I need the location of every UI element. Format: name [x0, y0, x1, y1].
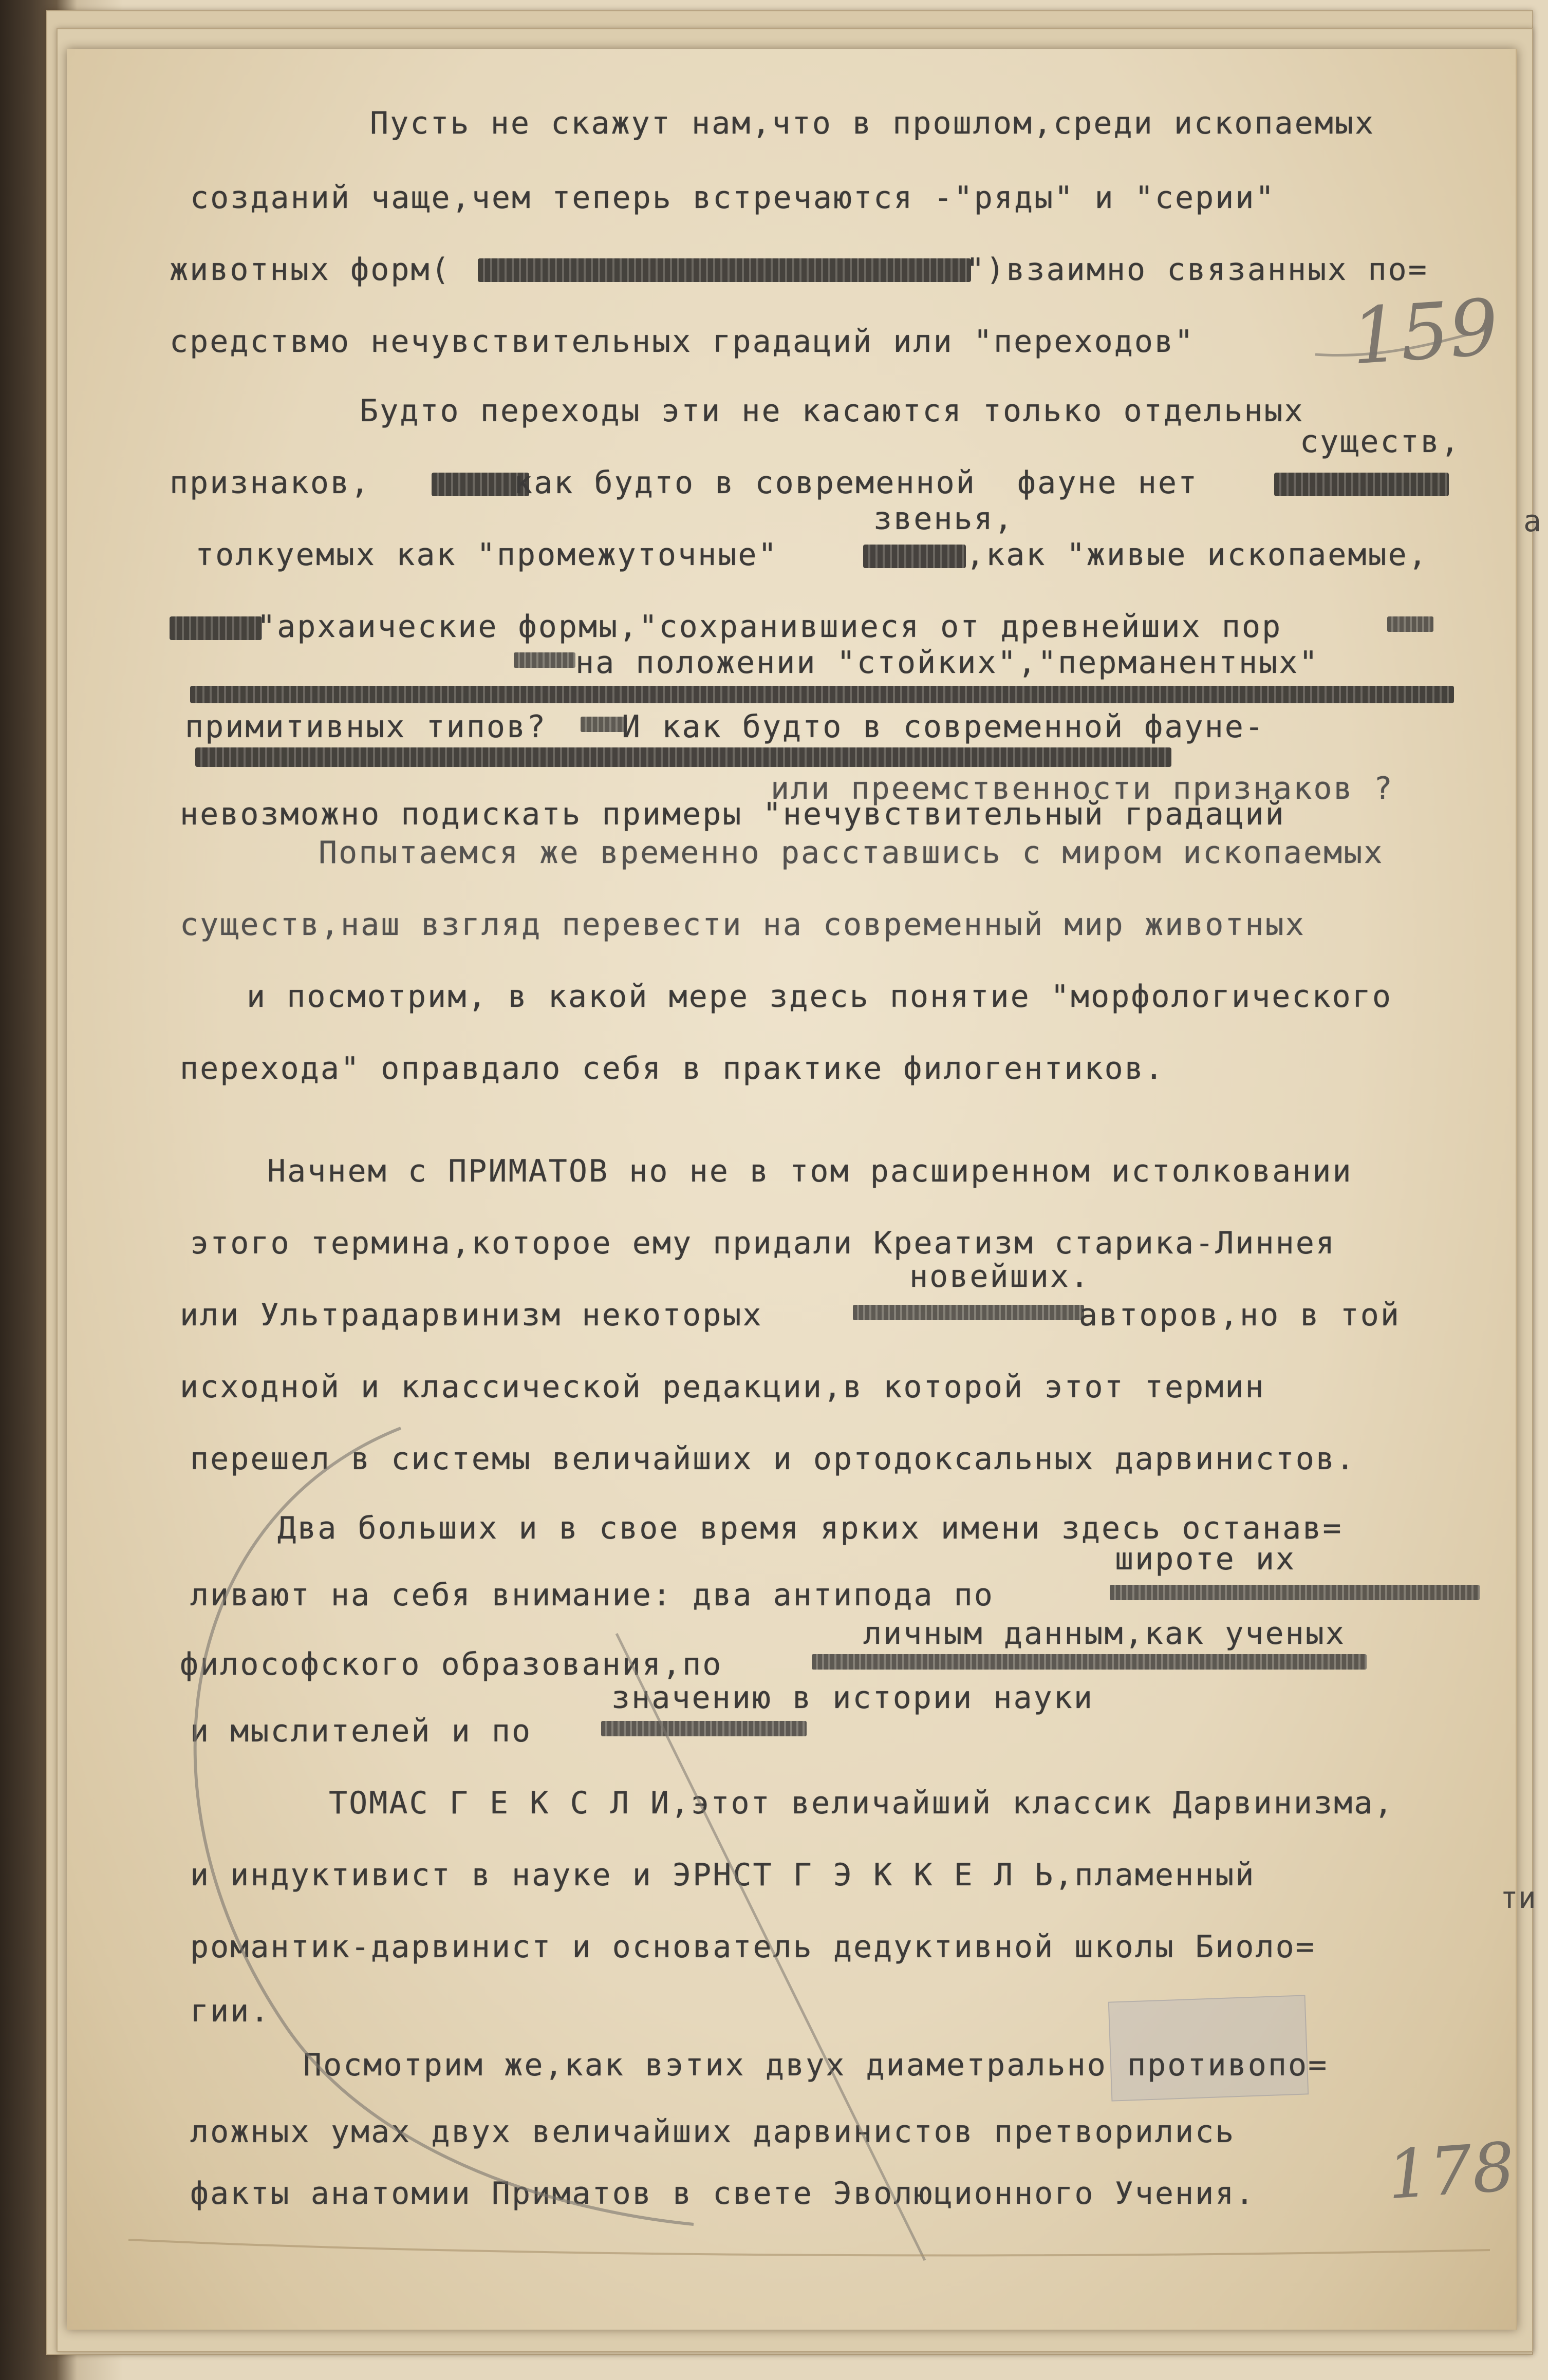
text-line-13: существ,наш взгляд перевести на современный мир животных	[180, 907, 1305, 943]
pencil-underline	[1315, 329, 1490, 355]
text-line-20: перешел в системы величайших и ортодоксальных дарвинистов.	[190, 1441, 1356, 1477]
text-line-22a: ливают на себя внимание: два антипода по	[190, 1577, 994, 1613]
pencil-diagonal	[617, 1634, 925, 2260]
folio-number-secondary: 178	[1385, 2127, 1518, 2215]
text-line-29: Посмотрим же,как вэтих двух диаметрально противопо=	[303, 2047, 1329, 2083]
text-line-10a: примитивных типов?	[185, 709, 547, 745]
edge-text-1: а	[1523, 503, 1541, 538]
text-line-5: Будто переходы эти не касаются только отдельных	[360, 393, 1304, 429]
text-line-15: перехода" оправдало себя в практике филогентиков.	[180, 1051, 1165, 1086]
page-crease	[128, 2240, 1490, 2255]
folio-number-main: 159	[1348, 283, 1502, 382]
text-line-16: Начнем с ПРИМАТОВ но не в том расширенном истолковании	[267, 1153, 1353, 1189]
text-line-9: на положении "стойких","перманентных"	[575, 645, 1319, 681]
insert-lichnym: личным данным,как ученых	[863, 1616, 1346, 1652]
text-line-11: невозможно подискать примеры "нечувствительный градаций	[180, 796, 1285, 832]
text-line-3b: ")взаимно связанных по=	[966, 252, 1428, 288]
text-line-30: ложных умах двух величайших дарвинистов претворились	[190, 2114, 1236, 2150]
text-line-18a: или Ультрадарвинизм некоторых	[180, 1297, 763, 1333]
text-line-24a: и мыслителей и по	[190, 1713, 532, 1749]
text-line-6c: фауне нет	[1017, 465, 1199, 501]
text-line-31: факты анатомии Приматов в свете Эволюционного Учения.	[190, 2176, 1256, 2212]
text-line-10b: И как будто в современной фауне-	[622, 709, 1265, 745]
text-line-4: средствмо нечувствительных градаций или "переходов"	[170, 324, 1195, 360]
text-line-2: созданий чаще,чем теперь встречаются -"ряды" и "серии"	[190, 180, 1276, 216]
text-line-7a: толкуемых как "промежуточные"	[195, 537, 778, 573]
text-line-23a: философского образования,по	[180, 1646, 723, 1682]
text-line-17: этого термина,которое ему придали Креатизм старика-Линнея	[190, 1225, 1336, 1261]
text-line-1: Пусть не скажут нам,что в прошлом,среди ископаемых	[370, 105, 1375, 141]
text-line-14: и посмотрим, в какой мере здесь понятие "морфологического	[247, 979, 1393, 1015]
text-line-8: "архаические формы,"сохранившиеся от древнейших пор	[257, 609, 1282, 645]
text-line-28: гии.	[190, 1993, 271, 2029]
insert-shirote: широте их	[1115, 1541, 1296, 1577]
pencil-arc	[195, 1428, 694, 2224]
text-line-21: Два больших и в свое время ярких имени здесь останав=	[277, 1510, 1343, 1546]
text-line-25: ТОМАС Г Е К С Л И,этот величайший классик Дарвинизма,	[329, 1785, 1394, 1821]
text-line-7b: ,как "живые ископаемые,	[966, 537, 1428, 573]
text-line-6a: признаков,	[170, 465, 371, 501]
text-line-27: романтик-дарвинист и основатель дедуктивной школы Биоло=	[190, 1929, 1316, 1965]
insert-zvenya: звенья,	[873, 501, 1014, 537]
text-line-3a: животных форм(	[170, 252, 451, 288]
insert-noveyshikh: новейших.	[909, 1259, 1091, 1295]
text-line-12: Попытаемся же временно расставшись с миром ископаемых	[319, 835, 1384, 871]
edge-text-2: ти	[1500, 1880, 1536, 1915]
text-line-19: исходной и классической редакции,в которой этот термин	[180, 1369, 1265, 1405]
text-line-6b: как будто в современной	[514, 465, 976, 501]
text-line-18b: авторов,но в той	[1079, 1297, 1401, 1333]
insert-preemstvennosti: или преемственности признаков ?	[771, 771, 1394, 807]
insert-suschestv: существ,	[1300, 424, 1461, 460]
text-line-26: и индуктивист в науке и ЭРНСТ Г Э К К Е Л Ь,пламенный	[190, 1857, 1256, 1893]
insert-znacheniyu: значению в истории науки	[611, 1680, 1094, 1716]
